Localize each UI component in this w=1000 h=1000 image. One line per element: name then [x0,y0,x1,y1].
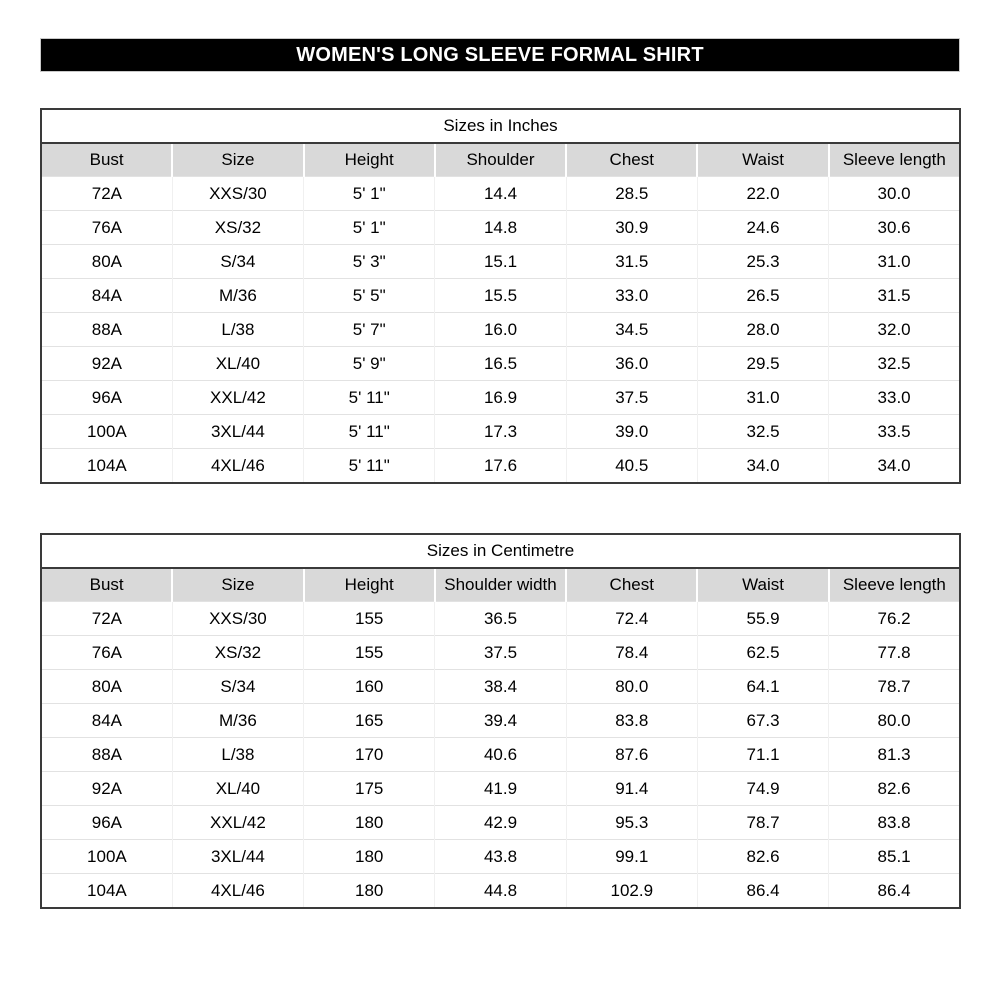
table-cell: 30.0 [829,177,960,211]
table-cell: 22.0 [697,177,828,211]
table-cell: 14.4 [435,177,566,211]
table-cell: 83.8 [829,806,960,840]
table-cell: 37.5 [566,381,697,415]
table-cell: 44.8 [435,874,566,909]
table-cell: 16.5 [435,347,566,381]
table-cell: 28.5 [566,177,697,211]
table-cell: 41.9 [435,772,566,806]
column-header: Waist [697,568,828,602]
table-cell: 31.0 [697,381,828,415]
table-row [41,211,960,245]
table-cell: 92A [41,772,172,806]
table-cell: 3XL/44 [172,415,303,449]
table-header-row [41,568,960,602]
table-cell: 33.5 [829,415,960,449]
column-header: Size [172,568,303,602]
table-cell: 77.8 [829,636,960,670]
table-cell: 62.5 [697,636,828,670]
table-cell: XXS/30 [172,177,303,211]
table-cell: 170 [304,738,435,772]
table-cell: 34.0 [829,449,960,484]
table-cell: 102.9 [566,874,697,909]
table-row [41,636,960,670]
table-row [41,806,960,840]
table-cell: 16.9 [435,381,566,415]
table-cell: 180 [304,874,435,909]
table-cell: XL/40 [172,772,303,806]
table-cell: 30.6 [829,211,960,245]
table-cell: 88A [41,313,172,347]
table-cell: 85.1 [829,840,960,874]
table-cell: 175 [304,772,435,806]
centimetre-size-table [40,533,961,909]
column-header: Chest [566,568,697,602]
inches-size-table [40,108,961,484]
table-cell: 76A [41,636,172,670]
table-cell: XXS/30 [172,602,303,636]
table-cell: 42.9 [435,806,566,840]
table-cell: 80.0 [566,670,697,704]
table-cell: 80A [41,245,172,279]
table-cell: 155 [304,602,435,636]
table-row [41,840,960,874]
table-row [41,704,960,738]
table-cell: M/36 [172,279,303,313]
table-cell: 39.0 [566,415,697,449]
table-row [41,772,960,806]
table-cell: M/36 [172,704,303,738]
table-cell: 4XL/46 [172,874,303,909]
table-cell: 104A [41,449,172,484]
table-cell: 155 [304,636,435,670]
inches-table-section [40,108,961,484]
table-cell: XXL/42 [172,806,303,840]
table-cell: 33.0 [566,279,697,313]
table-cell: 5' 11" [304,381,435,415]
table-cell: XL/40 [172,347,303,381]
table-row [41,874,960,909]
table-cell: 32.5 [829,347,960,381]
table-row [41,738,960,772]
table-header-row [41,143,960,177]
table-cell: 64.1 [697,670,828,704]
table-cell: 5' 11" [304,415,435,449]
table-cell: XXL/42 [172,381,303,415]
table-cell: 84A [41,704,172,738]
table-cell: 95.3 [566,806,697,840]
column-header: Sleeve length [829,568,960,602]
table-cell: 14.8 [435,211,566,245]
table-cell: 37.5 [435,636,566,670]
table-body [41,602,960,909]
table-cell: 5' 1" [304,177,435,211]
table-cell: 96A [41,381,172,415]
table-cell: 92A [41,347,172,381]
table-cell: 40.5 [566,449,697,484]
table-cell: 5' 3" [304,245,435,279]
table-cell: 26.5 [697,279,828,313]
table-cell: 5' 1" [304,211,435,245]
column-header: Height [304,143,435,177]
column-header: Sleeve length [829,143,960,177]
table-cell: L/38 [172,313,303,347]
table-cell: 38.4 [435,670,566,704]
table-cell: 99.1 [566,840,697,874]
table-title: Sizes in Inches [41,109,960,143]
table-cell: 180 [304,840,435,874]
table-cell: 74.9 [697,772,828,806]
table-cell: 31.0 [829,245,960,279]
table-cell: 39.4 [435,704,566,738]
table-row [41,279,960,313]
table-cell: 24.6 [697,211,828,245]
table-cell: 96A [41,806,172,840]
table-cell: 34.5 [566,313,697,347]
table-cell: 31.5 [566,245,697,279]
table-row [41,670,960,704]
table-cell: 88A [41,738,172,772]
table-cell: 36.5 [435,602,566,636]
table-row [41,347,960,381]
table-cell: 160 [304,670,435,704]
table-row [41,415,960,449]
table-cell: 32.5 [697,415,828,449]
table-cell: 25.3 [697,245,828,279]
table-row [41,381,960,415]
table-cell: 76.2 [829,602,960,636]
column-header: Size [172,143,303,177]
table-cell: 82.6 [829,772,960,806]
page-title: WOMEN'S LONG SLEEVE FORMAL SHIRT [296,43,704,66]
table-cell: 78.7 [829,670,960,704]
table-cell: 43.8 [435,840,566,874]
table-cell: 30.9 [566,211,697,245]
table-cell: 76A [41,211,172,245]
table-cell: 5' 9" [304,347,435,381]
table-row [41,602,960,636]
table-cell: 28.0 [697,313,828,347]
table-cell: 165 [304,704,435,738]
table-cell: 5' 11" [304,449,435,484]
table-cell: 82.6 [697,840,828,874]
table-cell: 16.0 [435,313,566,347]
table-cell: XS/32 [172,636,303,670]
column-header: Height [304,568,435,602]
table-cell: 34.0 [697,449,828,484]
column-header: Bust [41,568,172,602]
table-row [41,245,960,279]
table-cell: S/34 [172,245,303,279]
column-header: Bust [41,143,172,177]
table-row [41,177,960,211]
table-cell: 3XL/44 [172,840,303,874]
table-cell: 80A [41,670,172,704]
table-cell: 83.8 [566,704,697,738]
table-cell: 72A [41,602,172,636]
table-cell: 36.0 [566,347,697,381]
table-cell: 29.5 [697,347,828,381]
centimetre-table-section [40,533,961,909]
table-title: Sizes in Centimetre [41,534,960,568]
table-cell: 33.0 [829,381,960,415]
title-banner [40,38,960,72]
column-header: Shoulder width [435,568,566,602]
table-cell: XS/32 [172,211,303,245]
table-cell: 5' 7" [304,313,435,347]
table-cell: 86.4 [829,874,960,909]
table-cell: 91.4 [566,772,697,806]
table-cell: 72A [41,177,172,211]
table-row [41,449,960,484]
column-header: Shoulder [435,143,566,177]
table-cell: 67.3 [697,704,828,738]
table-cell: 180 [304,806,435,840]
table-cell: 4XL/46 [172,449,303,484]
table-cell: 40.6 [435,738,566,772]
table-cell: 78.7 [697,806,828,840]
table-cell: 15.1 [435,245,566,279]
table-cell: 78.4 [566,636,697,670]
table-cell: 17.6 [435,449,566,484]
table-title-row [41,109,960,143]
table-body [41,177,960,484]
table-cell: 17.3 [435,415,566,449]
column-header: Chest [566,143,697,177]
table-cell: 5' 5" [304,279,435,313]
table-cell: S/34 [172,670,303,704]
table-cell: 81.3 [829,738,960,772]
table-cell: 87.6 [566,738,697,772]
table-cell: 15.5 [435,279,566,313]
table-cell: 86.4 [697,874,828,909]
table-cell: 100A [41,415,172,449]
table-row [41,313,960,347]
table-cell: 84A [41,279,172,313]
column-header: Waist [697,143,828,177]
table-cell: 72.4 [566,602,697,636]
table-cell: L/38 [172,738,303,772]
table-title-row [41,534,960,568]
table-cell: 31.5 [829,279,960,313]
table-cell: 32.0 [829,313,960,347]
table-cell: 71.1 [697,738,828,772]
table-cell: 55.9 [697,602,828,636]
table-cell: 100A [41,840,172,874]
table-cell: 104A [41,874,172,909]
table-cell: 80.0 [829,704,960,738]
